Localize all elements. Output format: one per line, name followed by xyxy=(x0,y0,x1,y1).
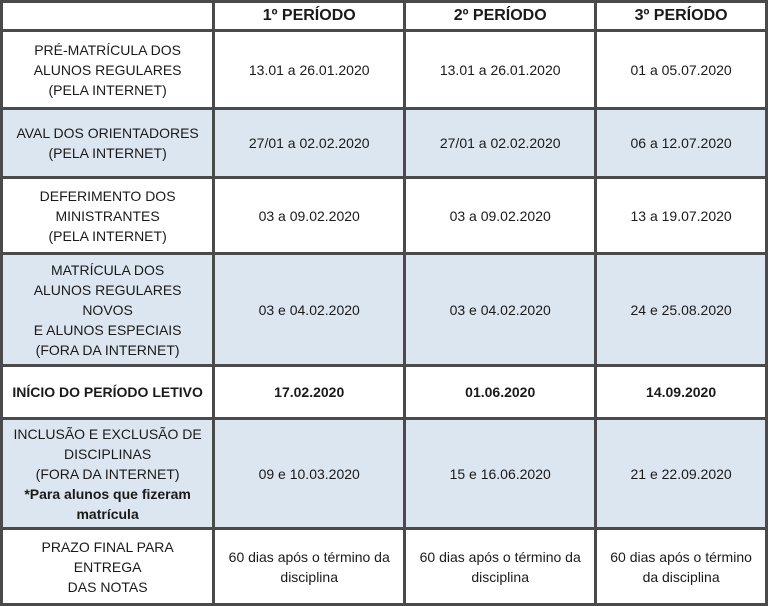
label-line: PRAZO FINAL PARA ENTREGA xyxy=(41,538,174,575)
row-label xyxy=(3,110,212,177)
date-cell: 03 e 04.02.2020 xyxy=(215,255,403,364)
label-line: DEFERIMENTO DOS xyxy=(39,187,176,204)
row-matricula xyxy=(3,255,765,364)
row-aval-orientadores xyxy=(3,110,765,177)
date-cell: 03 a 09.02.2020 xyxy=(406,179,594,252)
header-row xyxy=(3,3,765,29)
deadline-line: 60 dias após o término xyxy=(610,548,752,565)
date-cell: 27/01 a 02.02.2020 xyxy=(215,110,403,177)
row-label xyxy=(3,420,212,527)
date-cell: 13.01 a 26.01.2020 xyxy=(406,32,594,107)
date-cell: 06 a 12.07.2020 xyxy=(597,110,765,177)
date-cell: 15 e 16.06.2020 xyxy=(406,420,594,527)
label-line: (PELA INTERNET) xyxy=(48,81,167,98)
deadline-line: disciplina xyxy=(280,568,338,585)
date-cell: 24 e 25.08.2020 xyxy=(597,255,765,364)
row-pre-matricula xyxy=(3,32,765,107)
date-cell: 13.01 a 26.01.2020 xyxy=(215,32,403,107)
period-3-header: 3º PERÍODO xyxy=(597,3,765,29)
deadline-cell xyxy=(597,530,765,603)
deadline-cell xyxy=(215,530,403,603)
date-cell: 14.09.2020 xyxy=(597,367,765,417)
row-label xyxy=(3,179,212,252)
label-line: (FORA DA INTERNET) xyxy=(35,341,180,358)
date-cell: 21 e 22.09.2020 xyxy=(597,420,765,527)
corner-cell xyxy=(3,3,212,29)
label-line: AVAL DOS ORIENTADORES xyxy=(16,125,199,142)
row-deferimento xyxy=(3,179,765,252)
row-inclusao-exclusao xyxy=(3,420,765,527)
label-line: MATRÍCULA DOS xyxy=(50,261,165,278)
date-cell: 01.06.2020 xyxy=(406,367,594,417)
deadline-line: 60 dias após o término da xyxy=(419,548,581,565)
label-line: E ALUNOS ESPECIAIS xyxy=(33,321,182,338)
deadline-line: 60 dias após o término da xyxy=(228,548,390,565)
label-line: DAS NOTAS xyxy=(67,578,148,595)
label-line: (PELA INTERNET) xyxy=(48,227,167,244)
note-line: *Para alunos que fizeram xyxy=(24,485,191,502)
date-cell: 27/01 a 02.02.2020 xyxy=(406,110,594,177)
label-line: (PELA INTERNET) xyxy=(48,145,167,162)
row-prazo-final xyxy=(3,530,765,603)
row-label xyxy=(3,255,212,364)
deadline-line: da disciplina xyxy=(642,568,720,585)
period-2-header: 2º PERÍODO xyxy=(406,3,594,29)
label-line: (FORA DA INTERNET) xyxy=(35,465,180,482)
note-line: matrícula xyxy=(76,505,139,522)
date-cell: 03 a 09.02.2020 xyxy=(215,179,403,252)
label-line: ALUNOS REGULARES NOVOS xyxy=(33,281,182,318)
label-line: PRÉ-MATRÍCULA DOS xyxy=(34,41,181,58)
date-cell: 13 a 19.07.2020 xyxy=(597,179,765,252)
row-inicio-periodo xyxy=(3,367,765,417)
row-label xyxy=(3,32,212,107)
label-line: ALUNOS REGULARES xyxy=(33,61,182,78)
deadline-line: disciplina xyxy=(471,568,529,585)
date-cell: 01 a 05.07.2020 xyxy=(597,32,765,107)
period-1-header: 1º PERÍODO xyxy=(215,3,403,29)
label-line: INCLUSÃO E EXCLUSÃO DE xyxy=(13,425,202,442)
deadline-cell xyxy=(406,530,594,603)
row-label: INÍCIO DO PERÍODO LETIVO xyxy=(3,367,212,417)
date-cell: 17.02.2020 xyxy=(215,367,403,417)
label-line: DISCIPLINAS xyxy=(64,445,152,462)
label-line: MINISTRANTES xyxy=(55,207,160,224)
date-cell: 03 e 04.02.2020 xyxy=(406,255,594,364)
row-label xyxy=(3,530,212,603)
date-cell: 09 e 10.03.2020 xyxy=(215,420,403,527)
